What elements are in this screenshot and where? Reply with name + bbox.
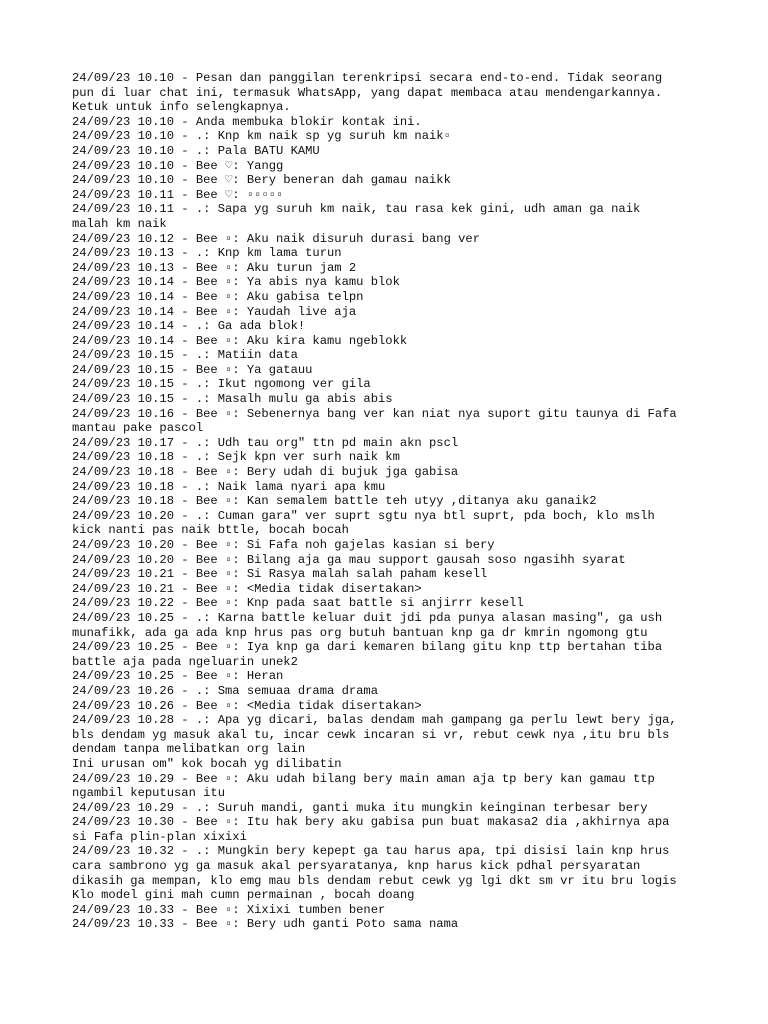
chat-line: 24/09/23 10.25 - Bee ▫: Iya knp ga dari kemaren bilang gitu knp ttp bertahan tiba <box>72 640 663 655</box>
chat-line: 24/09/23 10.22 - Bee ▫: Knp pada saat battle si anjirrr kesell <box>72 596 524 611</box>
chat-line: 24/09/23 10.18 - Bee ▫: Bery udah di bujuk jga gabisa <box>72 465 459 480</box>
chat-line: cara sambrono yg ga masuk akal persyaratanya, knp harus kick pdhal persyaratan <box>72 859 641 874</box>
chat-line: si Fafa plin-plan xixixi <box>72 829 247 844</box>
chat-line: ngambil keputusan itu <box>72 786 225 801</box>
chat-line: malah km naik <box>72 216 167 231</box>
chat-export-text <box>72 71 712 932</box>
chat-line: 24/09/23 10.26 - Bee ▫: <Media tidak disertakan> <box>72 698 422 713</box>
chat-line: pun di luar chat ini, termasuk WhatsApp, yang dapat membaca atau mendengarkannya. <box>72 85 663 100</box>
chat-line: dendam tanpa melibatkan org lain <box>72 742 306 757</box>
chat-line: 24/09/23 10.18 - .: Naik lama nyari apa kmu <box>72 479 386 494</box>
chat-line: 24/09/23 10.18 - .: Sejk kpn ver surh naik km <box>72 450 400 465</box>
chat-line: 24/09/23 10.13 - .: Knp km lama turun <box>72 246 342 261</box>
chat-line: Klo model gini mah cumn permainan , bocah doang <box>72 888 415 903</box>
chat-line: 24/09/23 10.10 - Anda membuka blokir kontak ini. <box>72 114 422 129</box>
chat-line: 24/09/23 10.15 - Bee ▫: Ya gatauu <box>72 362 313 377</box>
chat-line: 24/09/23 10.20 - Bee ▫: Si Fafa noh gajelas kasian si bery <box>72 538 495 552</box>
chat-line: dikasih ga mempan, klo emg mau bls dendam rebut cewk yg lgi dkt sm vr itu bru logis <box>72 873 677 888</box>
chat-line: 24/09/23 10.21 - Bee ▫: Si Rasya malah salah paham kesell <box>72 567 488 582</box>
chat-line: 24/09/23 10.33 - Bee ▫: Bery udh ganti Poto sama nama <box>72 917 459 932</box>
chat-line: 24/09/23 10.11 - Bee ♡: ▫▫▫▫▫ <box>72 187 284 202</box>
chat-line: 24/09/23 10.14 - Bee ▫: Aku kira kamu ngeblokk <box>72 333 408 348</box>
chat-line: 24/09/23 10.26 - .: Sma semuaa drama drama <box>72 683 378 698</box>
chat-line: 24/09/23 10.30 - Bee ▫: Itu hak bery aku gabisa pun buat makasa2 dia ,akhirnya apa <box>72 815 670 830</box>
chat-line: 24/09/23 10.32 - .: Mungkin bery kepept ga tau harus apa, tpi disisi lain knp hrus <box>72 844 670 859</box>
chat-line: 24/09/23 10.18 - Bee ▫: Kan semalem battle teh utyy ,ditanya aku ganaik2 <box>72 494 597 509</box>
chat-line: 24/09/23 10.29 - Bee ▫: Aku udah bilang bery main aman aja tp bery kan gamau ttp <box>72 771 655 786</box>
chat-line: 24/09/23 10.10 - Bee ♡: Yangg <box>72 158 284 173</box>
chat-line: 24/09/23 10.15 - .: Ikut ngomong ver gila <box>72 377 371 392</box>
chat-line: 24/09/23 10.25 - .: Karna battle keluar duit jdi pda punya alasan masing", ga ush <box>72 610 663 625</box>
chat-line: 24/09/23 10.10 - Pesan dan panggilan terenkripsi secara end-to-end. Tidak seorang <box>72 71 663 85</box>
chat-line: 24/09/23 10.10 - .: Knp km naik sp yg suruh km naik▫ <box>72 129 451 144</box>
chat-line: 24/09/23 10.25 - Bee ▫: Heran <box>72 669 284 684</box>
chat-line: Ketuk untuk info selengkapnya. <box>72 100 291 115</box>
chat-line: 24/09/23 10.21 - Bee ▫: <Media tidak disertakan> <box>72 581 422 596</box>
chat-line: 24/09/23 10.10 - .: Pala BATU KAMU <box>72 143 320 158</box>
chat-line: battle aja pada ngeluarin unek2 <box>72 654 298 669</box>
chat-line: 24/09/23 10.33 - Bee ▫: Xixixi tumben bener <box>72 902 386 917</box>
chat-line: 24/09/23 10.29 - .: Suruh mandi, ganti muka itu mungkin keinginan terbesar bery <box>72 800 648 815</box>
chat-line: 24/09/23 10.17 - .: Udh tau org" ttn pd main akn pscl <box>72 435 459 450</box>
chat-line: munafikk, ada ga ada knp hrus pas org butuh bantuan knp ga dr kmrin ngomong gtu <box>72 625 648 640</box>
chat-line: mantau pake pascol <box>72 421 204 436</box>
chat-line: kick nanti pas naik bttle, bocah bocah <box>72 523 349 538</box>
chat-line: 24/09/23 10.16 - Bee ▫: Sebenernya bang ver kan niat nya suport gitu taunya di Fafa <box>72 406 677 421</box>
chat-line: 24/09/23 10.12 - Bee ▫: Aku naik disuruh durasi bang ver <box>72 231 480 246</box>
chat-line: 24/09/23 10.14 - Bee ▫: Aku gabisa telpn <box>72 289 364 304</box>
chat-line: bls dendam yg masuk akal tu, incar cewk incaran si vr, rebut cewk nya ,itu bru bls <box>72 727 670 742</box>
chat-line: 24/09/23 10.28 - .: Apa yg dicari, balas dendam mah gampang ga perlu lewt bery jga, <box>72 713 677 728</box>
chat-line: 24/09/23 10.20 - Bee ▫: Bilang aja ga mau support gausah soso ngasihh syarat <box>72 552 626 567</box>
chat-line: 24/09/23 10.14 - Bee ▫: Ya abis nya kamu blok <box>72 275 400 290</box>
chat-line: 24/09/23 10.20 - .: Cuman gara" ver suprt sgtu nya btl suprt, pda boch, klo mslh <box>72 508 655 523</box>
chat-line: 24/09/23 10.10 - Bee ♡: Bery beneran dah gamau naikk <box>72 173 451 188</box>
chat-line: 24/09/23 10.13 - Bee ▫: Aku turun jam 2 <box>72 260 357 275</box>
chat-line: Ini urusan om" kok bocah yg dilibatin <box>72 756 342 771</box>
chat-line: 24/09/23 10.15 - .: Masalh mulu ga abis abis <box>72 392 393 407</box>
chat-line: 24/09/23 10.14 - .: Ga ada blok! <box>72 319 306 334</box>
chat-line: 24/09/23 10.14 - Bee ▫: Yaudah live aja <box>72 304 357 319</box>
chat-line: 24/09/23 10.15 - .: Matiin data <box>72 348 298 363</box>
chat-line: 24/09/23 10.11 - .: Sapa yg suruh km naik, tau rasa kek gini, udh aman ga naik <box>72 202 641 217</box>
